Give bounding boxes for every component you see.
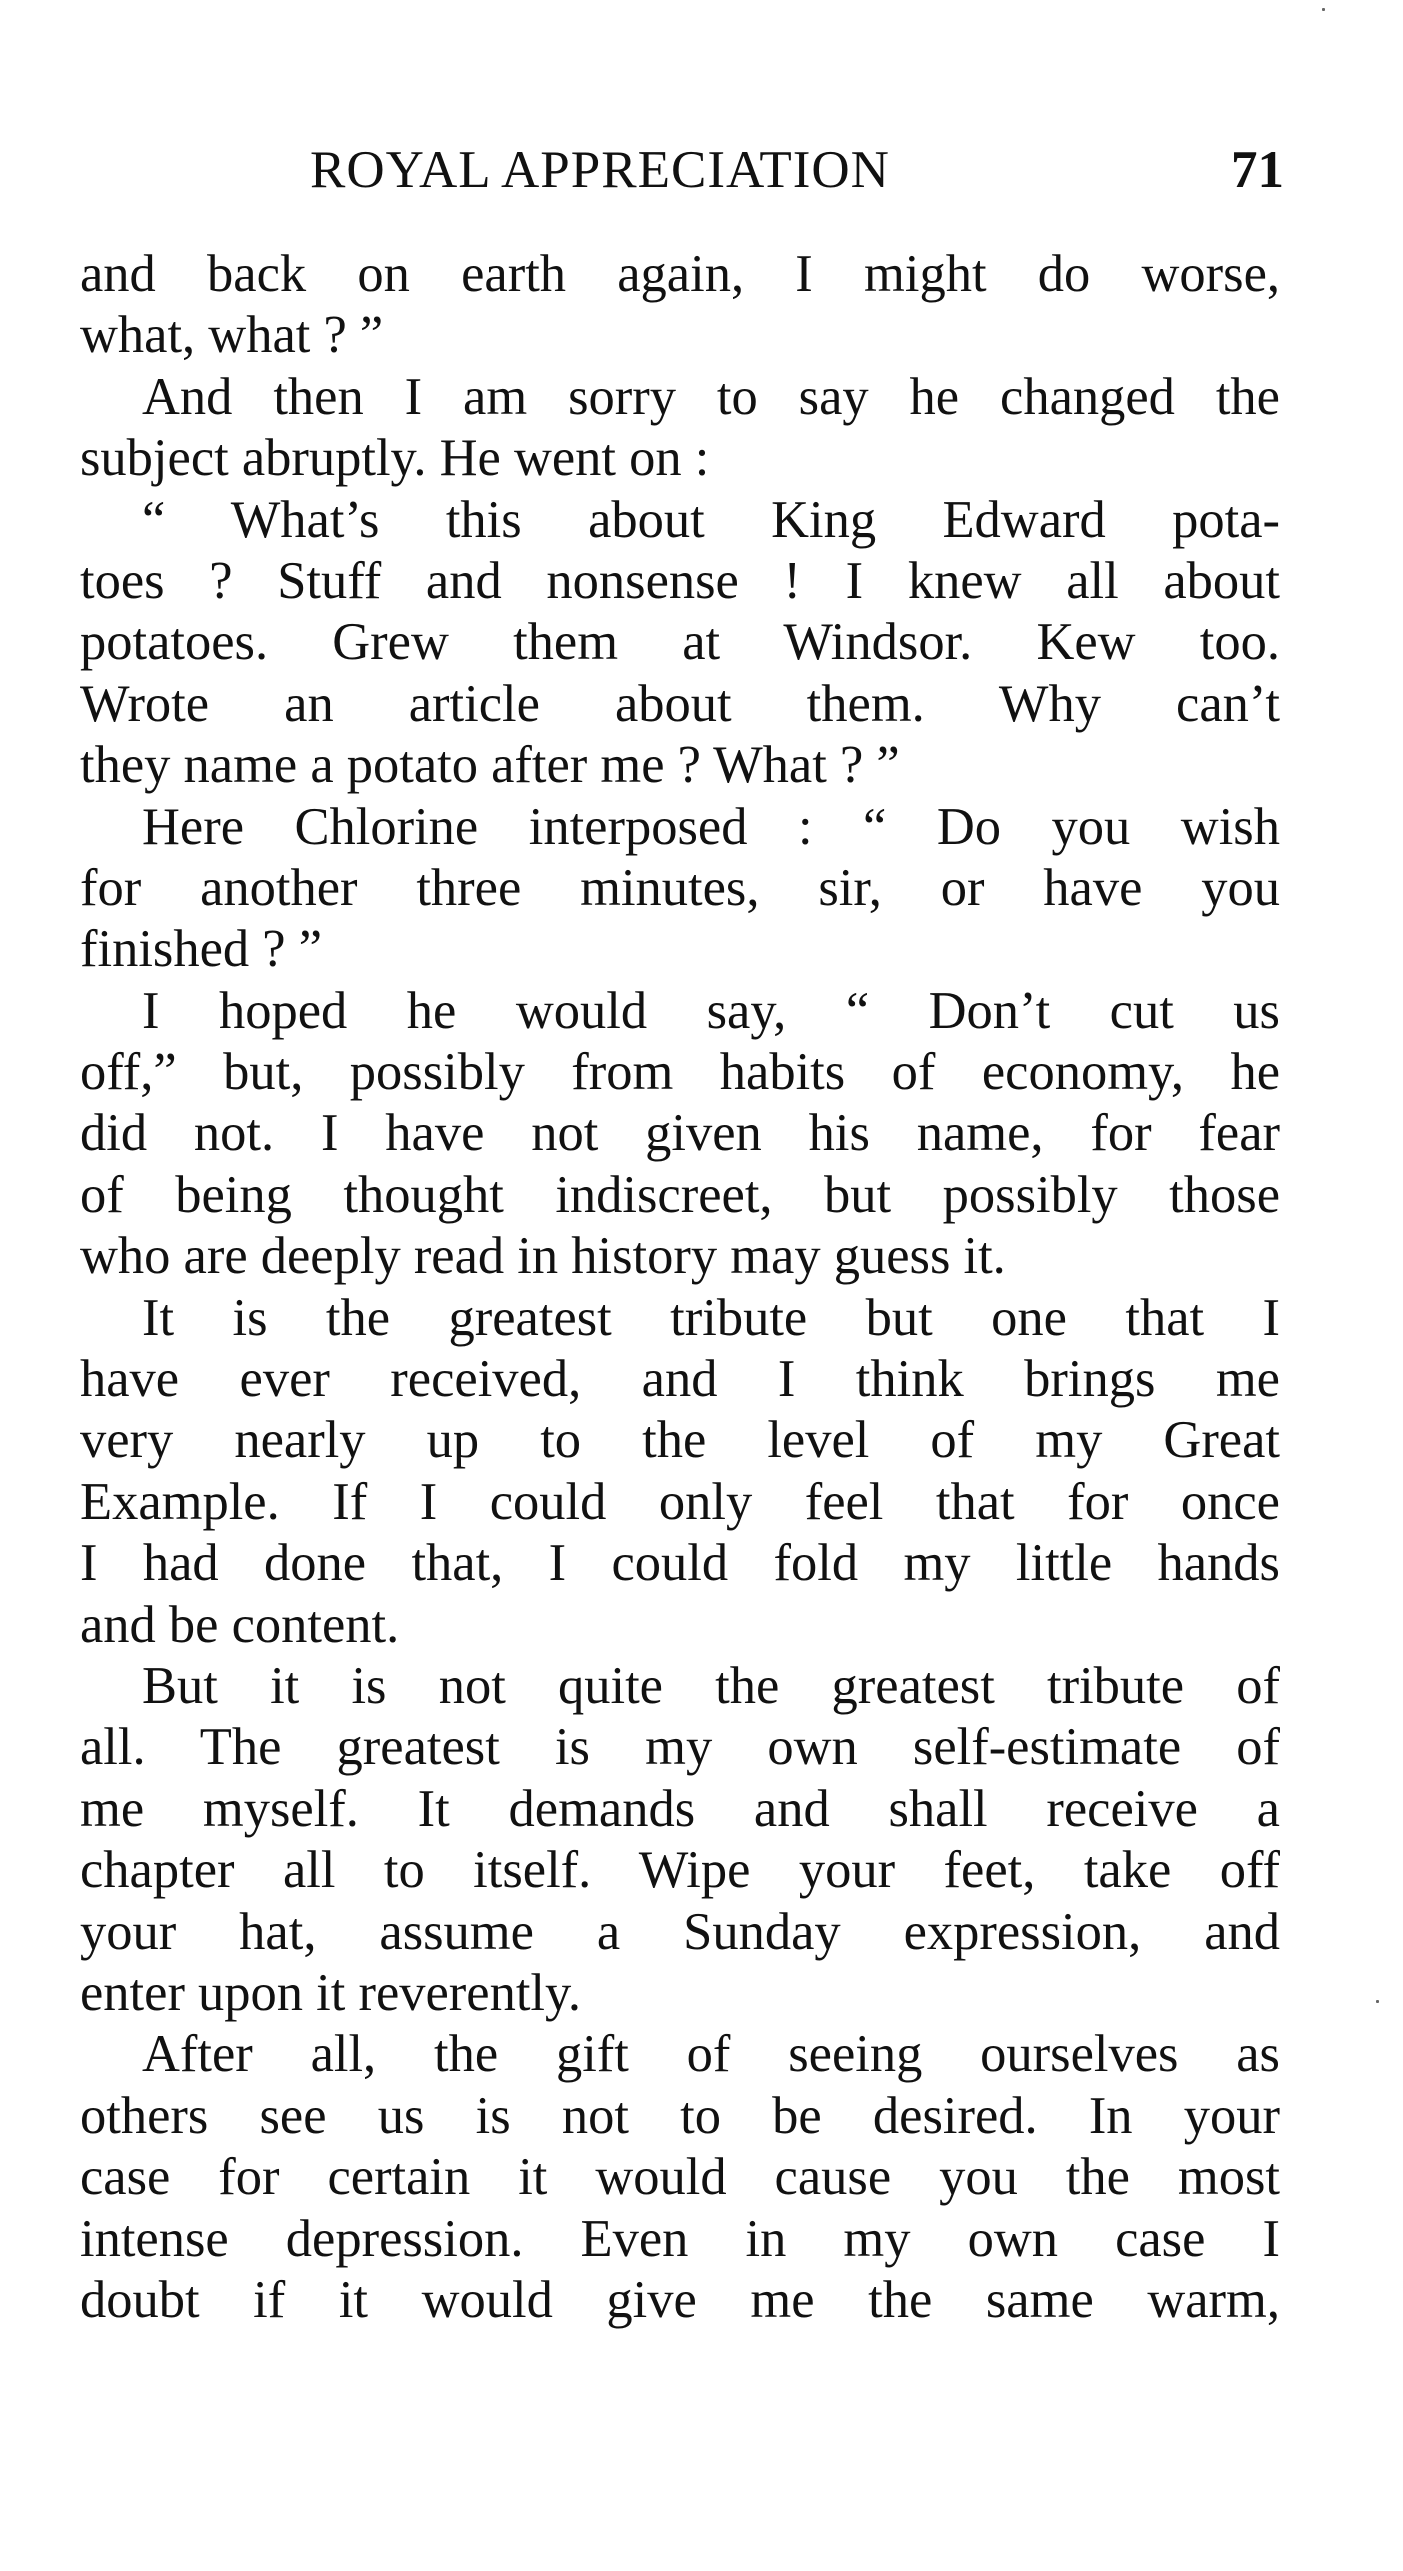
- text-line: chapter all to itself. Wipe your feet, take off: [80, 1841, 1280, 1900]
- text-line: and be content.: [80, 1595, 400, 1654]
- text-line: Here Chlorine interposed : “ Do you wish: [142, 797, 1280, 856]
- text-line: I hoped he would say, “ Don’t cut us: [142, 981, 1280, 1040]
- text-line: doubt if it would give me the same warm,: [80, 2270, 1280, 2329]
- text-line: they name a potato after me ? What ? ”: [80, 736, 900, 795]
- text-line: subject abruptly. He went on :: [80, 429, 710, 488]
- text-line: of being thought indiscreet, but possibly those: [80, 1165, 1280, 1224]
- text-line: intense depression. Even in my own case I: [80, 2209, 1280, 2268]
- text-line: who are deeply read in history may guess it.: [80, 1227, 1006, 1286]
- text-line: for another three minutes, sir, or have you: [80, 858, 1280, 917]
- running-title: ROYAL APPRECIATION: [310, 141, 890, 199]
- text-line: what, what ? ”: [80, 306, 384, 365]
- text-line: case for certain it would cause you the most: [80, 2148, 1280, 2207]
- text-line: enter upon it reverently.: [80, 1963, 581, 2022]
- text-line: others see us is not to be desired. In your: [80, 2086, 1280, 2145]
- text-line: your hat, assume a Sunday expression, and: [80, 1902, 1280, 1961]
- running-head: [80, 140, 1284, 200]
- text-line: And then I am sorry to say he changed the: [142, 367, 1280, 426]
- text-line: Wrote an article about them. Why can’t: [80, 674, 1280, 733]
- margin-mark: [1376, 2000, 1379, 2003]
- text-line: off,” but, possibly from habits of economy, he: [80, 1043, 1280, 1102]
- page-number: 71: [1231, 141, 1284, 199]
- margin-mark: [1322, 8, 1325, 11]
- text-line: have ever received, and I think brings me: [80, 1350, 1280, 1409]
- book-page: [80, 140, 1284, 2331]
- text-line: Example. If I could only feel that for once: [80, 1472, 1280, 1531]
- text-line: me myself. It demands and shall receive a: [80, 1779, 1280, 1838]
- text-line: It is the greatest tribute but one that I: [142, 1288, 1280, 1347]
- text-line: But it is not quite the greatest tribute of: [142, 1656, 1280, 1715]
- text-line: and back on earth again, I might do worse,: [80, 245, 1280, 303]
- body-text: [80, 244, 1280, 2331]
- text-line: finished ? ”: [80, 920, 322, 979]
- text-line: potatoes. Grew them at Windsor. Kew too.: [80, 613, 1280, 672]
- text-line: toes ? Stuff and nonsense ! I knew all about: [80, 551, 1280, 610]
- text-line: all. The greatest is my own self-estimate of: [80, 1718, 1280, 1777]
- text-line: very nearly up to the level of my Great: [80, 1411, 1280, 1470]
- text-line: “ What’s this about King Edward pota-: [142, 490, 1280, 549]
- text-line: did not. I have not given his name, for fear: [80, 1104, 1280, 1163]
- text-line: I had done that, I could fold my little hands: [80, 1534, 1280, 1593]
- text-line: After all, the gift of seeing ourselves as: [142, 2025, 1280, 2084]
